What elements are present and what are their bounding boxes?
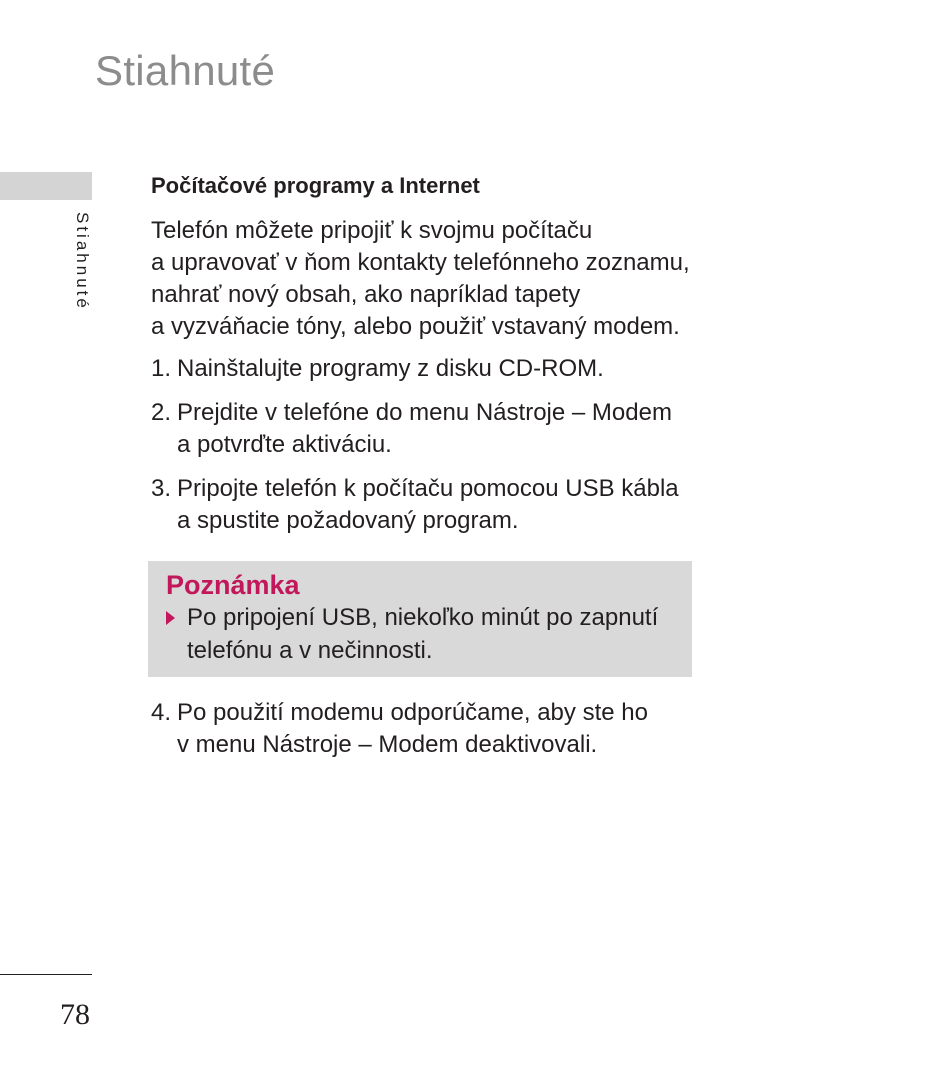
step-text: Prejdite v telefóne do menu Nástroje – Modem a potvrďte aktiváciu. xyxy=(177,398,672,458)
footer-divider xyxy=(0,974,92,975)
page-number: 78 xyxy=(60,998,90,1031)
note-bullet xyxy=(166,601,676,667)
side-tab-label: Stiahnuté xyxy=(73,212,92,311)
step-list-continued xyxy=(151,697,711,773)
step-number: 3. xyxy=(151,474,172,502)
step-text: Po použití modemu odporúčame, aby ste ho v menu Nástroje – Modem deaktivovali. xyxy=(177,699,648,758)
page-title: Stiahnuté xyxy=(95,47,276,94)
note-title: Poznámka xyxy=(166,570,300,600)
step-item xyxy=(151,473,711,537)
side-tab-marker xyxy=(0,172,92,200)
note-box xyxy=(148,561,692,677)
step-text: Pripojte telefón k počítaču pomocou USB kábla a spustite požadovaný program. xyxy=(177,474,679,534)
step-item xyxy=(151,697,711,761)
note-text: Po pripojení USB, niekoľko minút po zapnutí telefónu a v nečinnosti. xyxy=(187,604,659,664)
step-number: 1. xyxy=(151,354,172,382)
step-text: Nainštalujte programy z disku CD-ROM. xyxy=(177,354,604,382)
section-title: Počítačové programy a Internet xyxy=(151,173,480,198)
step-item xyxy=(151,397,711,461)
step-item xyxy=(151,353,711,385)
intro-paragraph: Telefón môžete pripojiť k svojmu počítaču a upravovať v ňom kontakty telefónneho zoznamu, nahrať nový obsah, ako napríklad tapety a vyzváňacie tóny, alebo použiť vstavaný modem. xyxy=(151,216,690,340)
step-number: 2. xyxy=(151,398,172,426)
triangle-bullet-icon xyxy=(166,611,175,625)
step-number: 4. xyxy=(151,699,172,726)
main-content xyxy=(151,172,711,549)
